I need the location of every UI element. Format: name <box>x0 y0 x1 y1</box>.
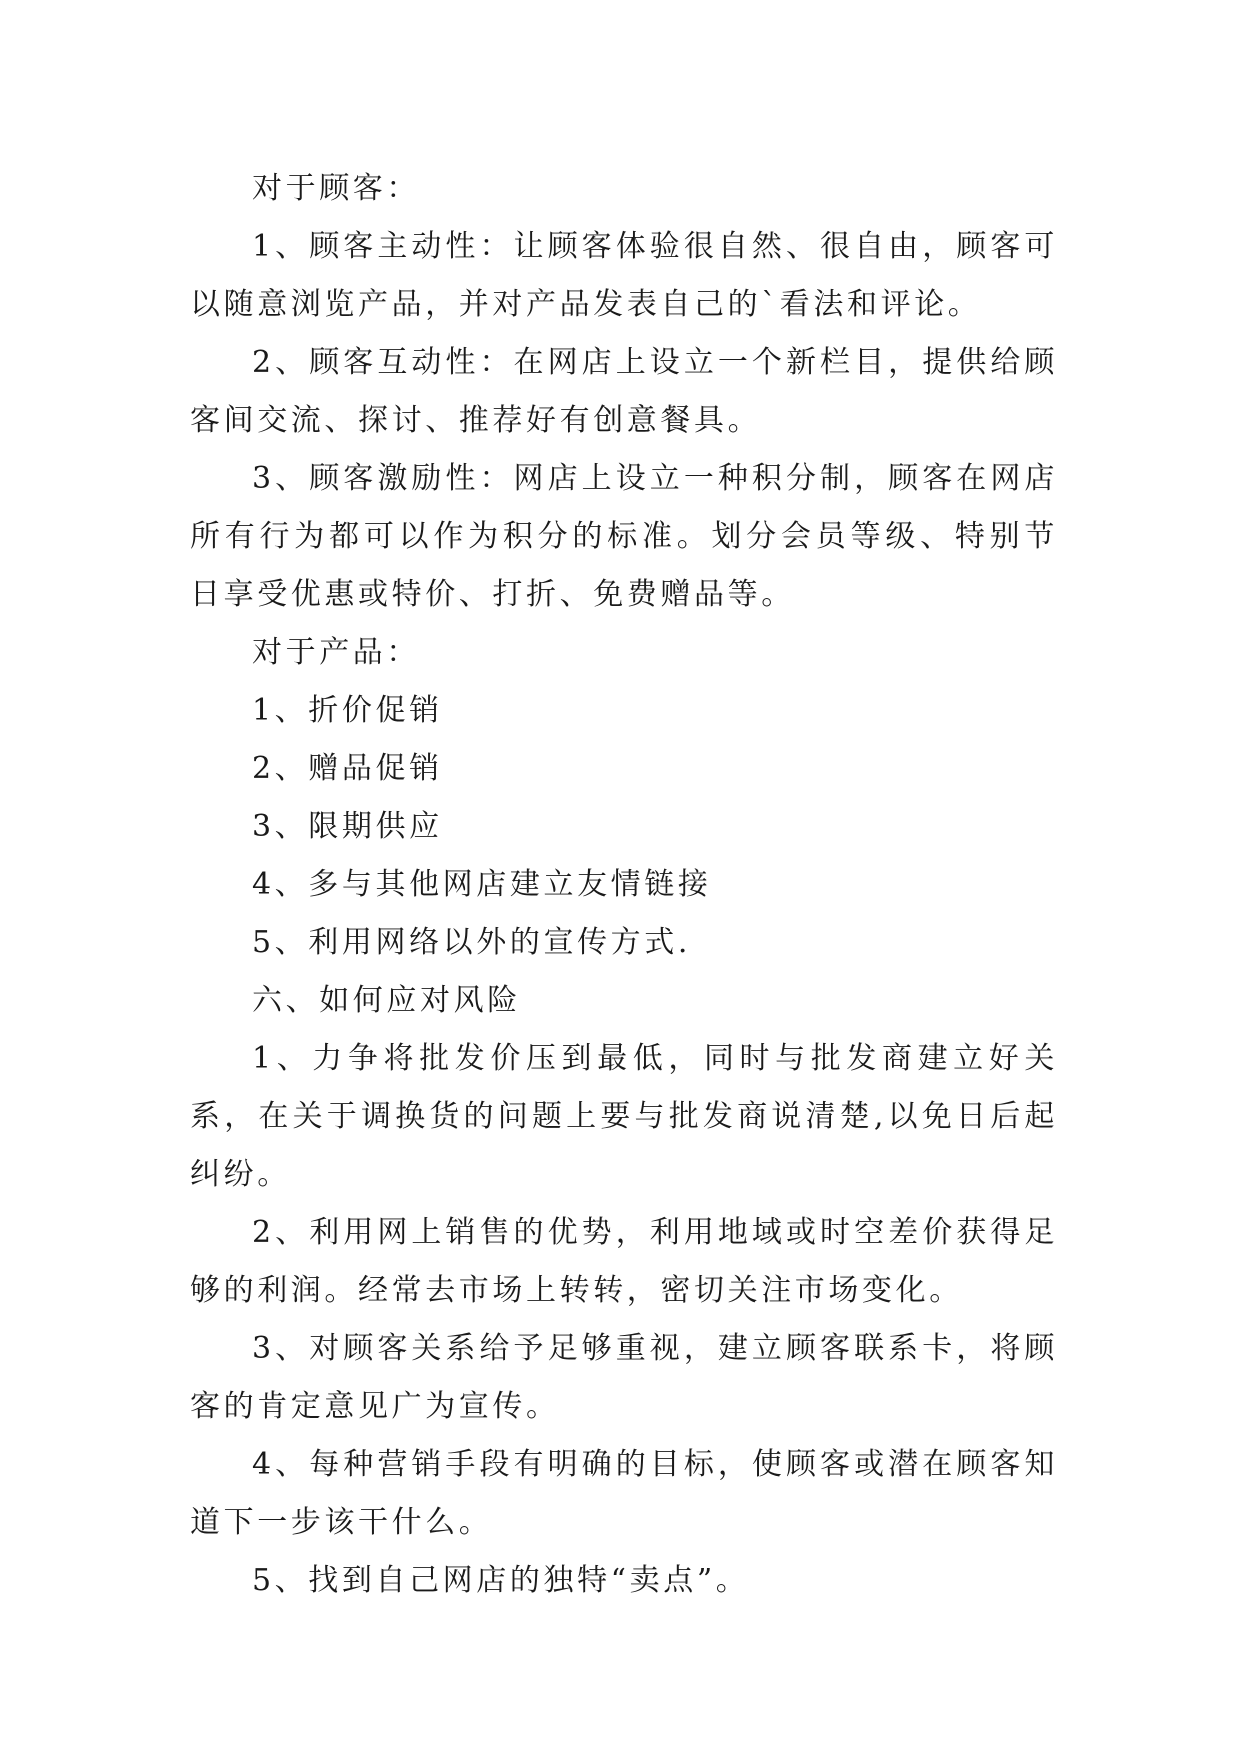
paragraph-customer-interaction: 2、顾客互动性：在网店上设立一个新栏目，提供给顾客间交流、探讨、推荐好有创意餐具。 <box>190 345 1058 438</box>
paragraph-risk-online-advantage: 2、利用网上销售的优势，利用地域或时空差价获得足够的利润。经常去市场上转转，密切关注市场变化。 <box>190 1215 1058 1308</box>
section-heading-products: 对于产品： <box>252 635 420 670</box>
list-item-discount-promotion: 1、折价促销 <box>252 693 443 728</box>
paragraph-customer-initiative: 1、顾客主动性：让顾客体验很自然、很自由，顾客可以随意浏览产品，并对产品发表自己的`看法和评论。 <box>190 229 1058 322</box>
paragraph-risk-customer-relations: 3、对顾客关系给予足够重视，建立顾客联系卡，将顾客的肯定意见广为宣传。 <box>190 1331 1058 1424</box>
list-item-gift-promotion: 2、赠品促销 <box>252 751 443 786</box>
paragraph-customer-incentive: 3、顾客激励性：网店上设立一种积分制，顾客在网店所有行为都可以作为积分的标准。划分会员等级、特别节日享受优惠或特价、打折、免费赠品等。 <box>190 461 1058 612</box>
section-heading-customers: 对于顾客： <box>252 171 420 206</box>
list-item-limited-supply: 3、限期供应 <box>252 809 443 844</box>
paragraph-risk-selling-point: 5、找到自己网店的独特“卖点”。 <box>252 1563 750 1598</box>
section-heading-risk: 六、如何应对风险 <box>252 983 521 1018</box>
document-body <box>190 160 1058 1610</box>
list-item-offline-promotion: 5、利用网络以外的宣传方式. <box>252 925 692 960</box>
list-item-friend-links: 4、多与其他网店建立友情链接 <box>252 867 712 902</box>
paragraph-risk-marketing-goals: 4、每种营销手段有明确的目标，使顾客或潜在顾客知道下一步该干什么。 <box>190 1447 1058 1540</box>
paragraph-risk-wholesale: 1、力争将批发价压到最低，同时与批发商建立好关系，在关于调换货的问题上要与批发商说清楚,以免日后起纠纷。 <box>190 1041 1058 1192</box>
